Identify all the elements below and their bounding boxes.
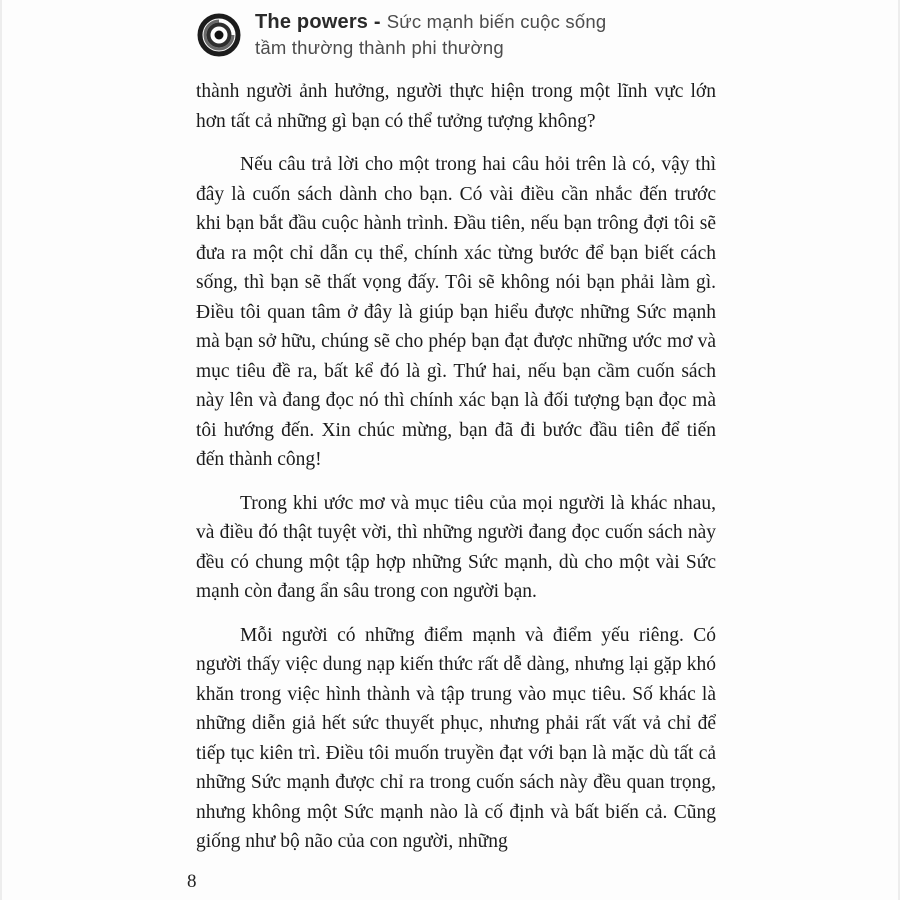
publisher-logo-icon — [196, 12, 242, 58]
book-title — [255, 9, 606, 60]
paragraph: Trong khi ước mơ và mục tiêu của mọi người là khác nhau, và điều đó thật tuyệt vời, thì những người đang đọc cuốn sách này đều có chung một tập hợp những Sức mạnh, dù cho một vài Sức mạnh còn đang ẩn sâu trong con người bạn. — [196, 492, 716, 602]
book-title-line1 — [255, 9, 606, 35]
book-title-english: The powers - — [255, 11, 381, 33]
page-body — [196, 77, 716, 857]
page-header — [0, 0, 900, 60]
paragraph-continued: thành người ảnh hưởng, người thực hiện trong một lĩnh vực lớn hơn tất cả những gì bạn có thể tưởng tượng không? — [196, 81, 716, 132]
paragraph: Nếu câu trả lời cho một trong hai câu hỏi trên là có, vậy thì đây là cuốn sách dành cho bạn. Có vài điều cần nhắc đến trước khi bạn bắt đầu cuộc hành trình. Đầu tiên, nếu bạn trông đợi tôi sẽ đưa ra một chỉ dẫn cụ thể, chính xác từng bước để bạn biết cách sống, thì bạn sẽ thất vọng đấy. Tôi sẽ không nói bạn phải làm gì. Điều tôi quan tâm ở đây là giúp bạn hiểu được những Sức mạnh mà bạn sở hữu, chúng sẽ cho phép bạn đạt được những ước mơ và mục tiêu đề ra, bất kể đó là gì. Thứ hai, nếu bạn cầm cuốn sách này lên và đang đọc nó thì chính xác bạn là đối tượng bạn đọc mà tôi hướng đến. Xin chúc mừng, bạn đã đi bước đầu tiên để tiến đến thành công! — [196, 154, 716, 470]
page-number: 8 — [187, 871, 197, 892]
book-title-vietnamese-line1: Sức mạnh biến cuộc sống — [386, 11, 607, 32]
paragraph: Mỗi người có những điểm mạnh và điểm yếu riêng. Có người thấy việc dung nạp kiến thức rất dễ dàng, nhưng lại gặp khó khăn trong việc hình thành và tập trung vào mục tiêu. Số khác là những diễn giả hết sức thuyết phục, nhưng phải rất vất vả chỉ để tiếp tục kiên trì. Điều tôi muốn truyền đạt với bạn là mặc dù tất cả những Sức mạnh được chỉ ra trong cuốn sách này đều quan trọng, nhưng không một Sức mạnh nào là cố định và bất biến cả. Cũng giống như bộ não của con người, những — [196, 624, 716, 852]
book-title-vietnamese-line2: tầm thường thành phi thường — [255, 37, 504, 58]
